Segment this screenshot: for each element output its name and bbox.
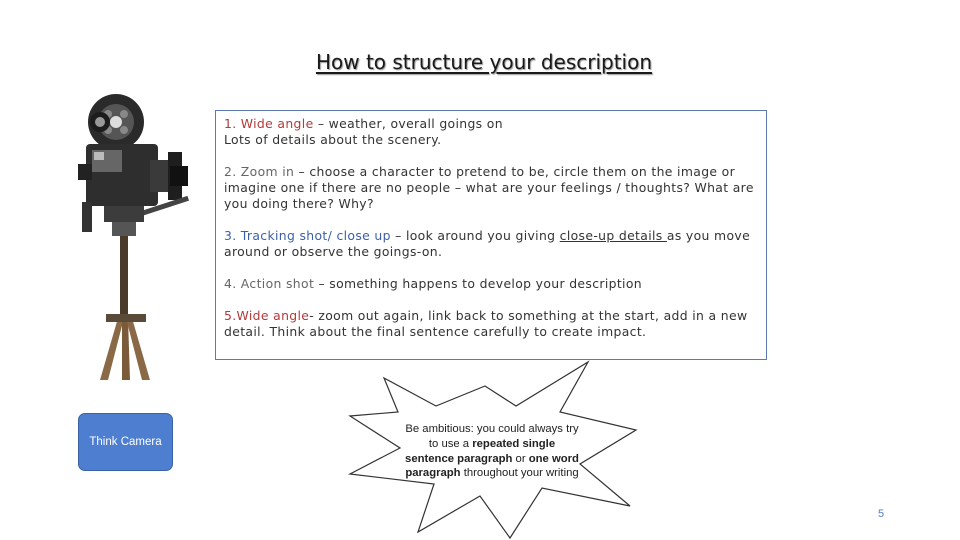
step-3-text-pre: – look around you giving	[390, 228, 560, 243]
step-4-text: – something happens to develop your description	[314, 276, 642, 291]
step-wide-angle	[224, 116, 758, 148]
step-4-lead: 4. Action shot	[224, 276, 315, 291]
callout-text-3: throughout your writing	[460, 467, 579, 480]
step-action-shot	[224, 276, 758, 292]
step-1-lead: 1. Wide angle	[224, 116, 314, 131]
callout-bold-1: repeated single sentence paragraph	[405, 437, 556, 465]
callout-bold-2: one word paragraph	[405, 452, 579, 480]
step-2-lead: 2. Zoom in	[224, 164, 295, 179]
step-final-wide-angle	[224, 308, 758, 340]
step-3-text-post: as you move around or observe the goings-on.	[224, 228, 751, 259]
ambition-callout-text	[404, 422, 580, 481]
step-3-lead: 3. Tracking shot/ close up	[224, 228, 391, 243]
slide-title: How to structure your description	[315, 50, 653, 74]
step-5-lead: 5.Wide angle	[224, 308, 310, 323]
step-zoom-in	[224, 164, 758, 212]
step-2-text: – choose a character to pretend to be, circle them on the image or imagine one if there are no people – what are your feelings / thoughts? What are you doing there? Why?	[224, 164, 754, 211]
film-camera-icon	[78, 92, 198, 382]
step-3-underlined: close-up details	[559, 228, 667, 243]
page-number: 5	[878, 508, 885, 520]
callout-text-2: or	[512, 452, 529, 465]
step-5-text: - zoom out again, link back to something at the start, add in a new detail. Think about the final sentence carefully to create impact.	[224, 308, 748, 339]
step-1-text-2: Lots of details about the scenery.	[224, 132, 442, 147]
callout-text-1: Be ambitious: you could always try to use a	[405, 423, 579, 450]
step-1-text: – weather, overall goings on	[313, 116, 503, 131]
think-camera-button[interactable]: Think Camera	[78, 413, 173, 471]
description-steps-box	[215, 110, 767, 360]
step-tracking-shot	[224, 228, 758, 260]
